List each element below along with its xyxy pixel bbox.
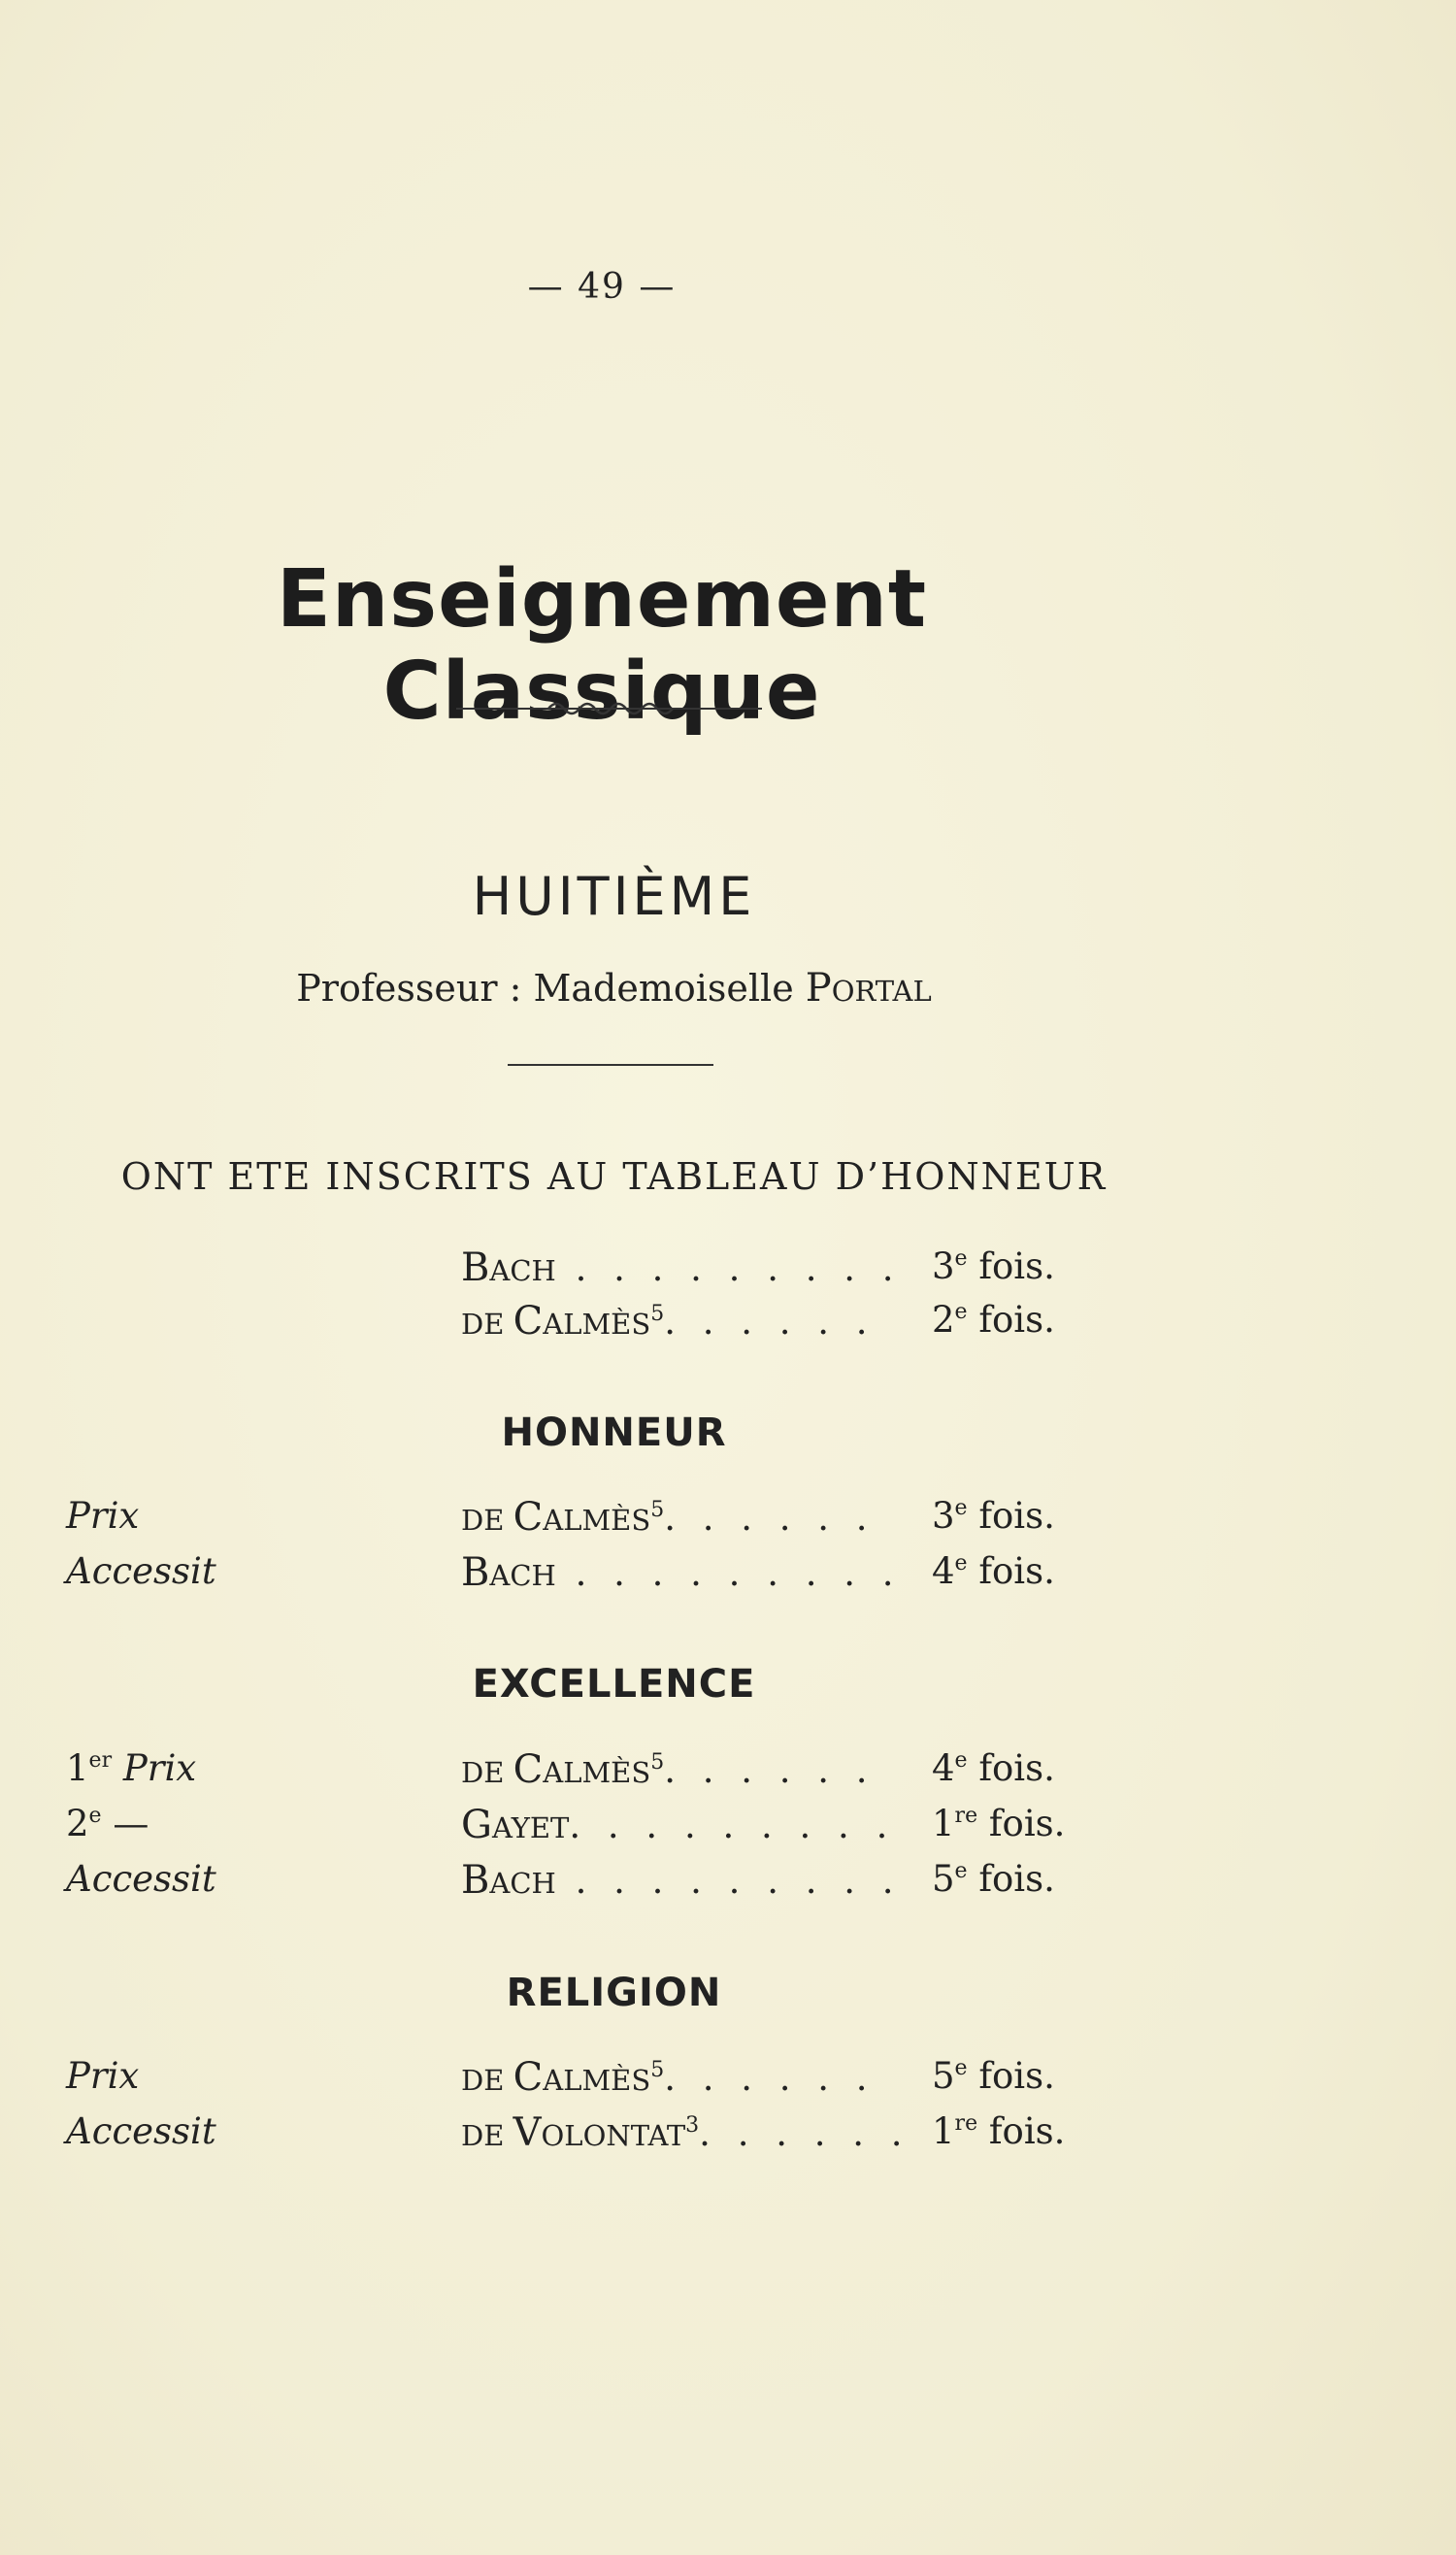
- student-name: DE CALMÈS$^5$. . . . . .: [461, 1299, 876, 1344]
- student-name: BACH . . . . . . . . .: [461, 1245, 902, 1290]
- award-label: Prix: [66, 2055, 140, 2097]
- class-title: HUITIÈME: [472, 866, 756, 927]
- award-entry: [0, 2055, 1456, 2104]
- student-name: DE VOLONTAT$^3$. . . . . .: [461, 2110, 910, 2155]
- times-count: 3e fois.: [932, 1245, 1055, 1287]
- times-count: 1re fois.: [932, 1803, 1066, 1844]
- section-title-honneur: HONNEUR: [501, 1410, 727, 1455]
- student-name: GAYET. . . . . . . . .: [461, 1803, 896, 1847]
- student-name: DE CALMÈS$^5$. . . . . .: [461, 1747, 876, 1792]
- section-title-religion: RELIGION: [506, 1971, 722, 2015]
- award-label: Prix: [66, 1495, 140, 1537]
- times-count: 4e fois.: [932, 1747, 1055, 1789]
- award-entry: [0, 1495, 1456, 1543]
- times-count: 5e fois.: [932, 2055, 1055, 2097]
- award-entry: [0, 1747, 1456, 1796]
- student-name: BACH . . . . . . . . .: [461, 1858, 902, 1903]
- student-name: DE CALMÈS$^5$. . . . . .: [461, 1495, 876, 1540]
- award-entry: [0, 2110, 1456, 2159]
- award-label: 2e —: [66, 1803, 149, 1844]
- times-count: 2e fois.: [932, 1299, 1055, 1341]
- award-entry: [0, 1858, 1456, 1907]
- award-entry: [0, 1803, 1456, 1851]
- award-label: 1er Prix: [66, 1747, 197, 1789]
- professor-prefix: Professeur : Mademoiselle: [296, 967, 806, 1010]
- professor-name-initial: P: [805, 966, 832, 1011]
- student-name: BACH . . . . . . . . .: [461, 1550, 902, 1595]
- honor-roll-title: ONT ETE INSCRITS AU TABLEAU D’HONNEUR: [120, 1155, 1108, 1198]
- honor-roll-entry: [0, 1245, 1456, 1294]
- section-title-excellence: EXCELLENCE: [472, 1662, 756, 1707]
- ornament-divider: [456, 697, 762, 716]
- award-entry: [0, 1550, 1456, 1599]
- honor-roll-entry: [0, 1299, 1456, 1347]
- page-title: Enseignement Classique: [276, 553, 928, 738]
- award-label: Accessit: [66, 2110, 216, 2152]
- page-number: — 49 —: [527, 267, 677, 307]
- times-count: 5e fois.: [932, 1858, 1055, 1900]
- award-label: Accessit: [66, 1550, 216, 1592]
- professor-name-rest: ORTAL: [831, 975, 932, 1008]
- divider-rule: [508, 1064, 713, 1066]
- student-name: DE CALMÈS$^5$. . . . . .: [461, 2055, 876, 2100]
- times-count: 1re fois.: [932, 2110, 1066, 2152]
- times-count: 4e fois.: [932, 1550, 1055, 1592]
- professor-line: [0, 966, 1228, 1011]
- award-label: Accessit: [66, 1858, 216, 1900]
- times-count: 3e fois.: [932, 1495, 1055, 1537]
